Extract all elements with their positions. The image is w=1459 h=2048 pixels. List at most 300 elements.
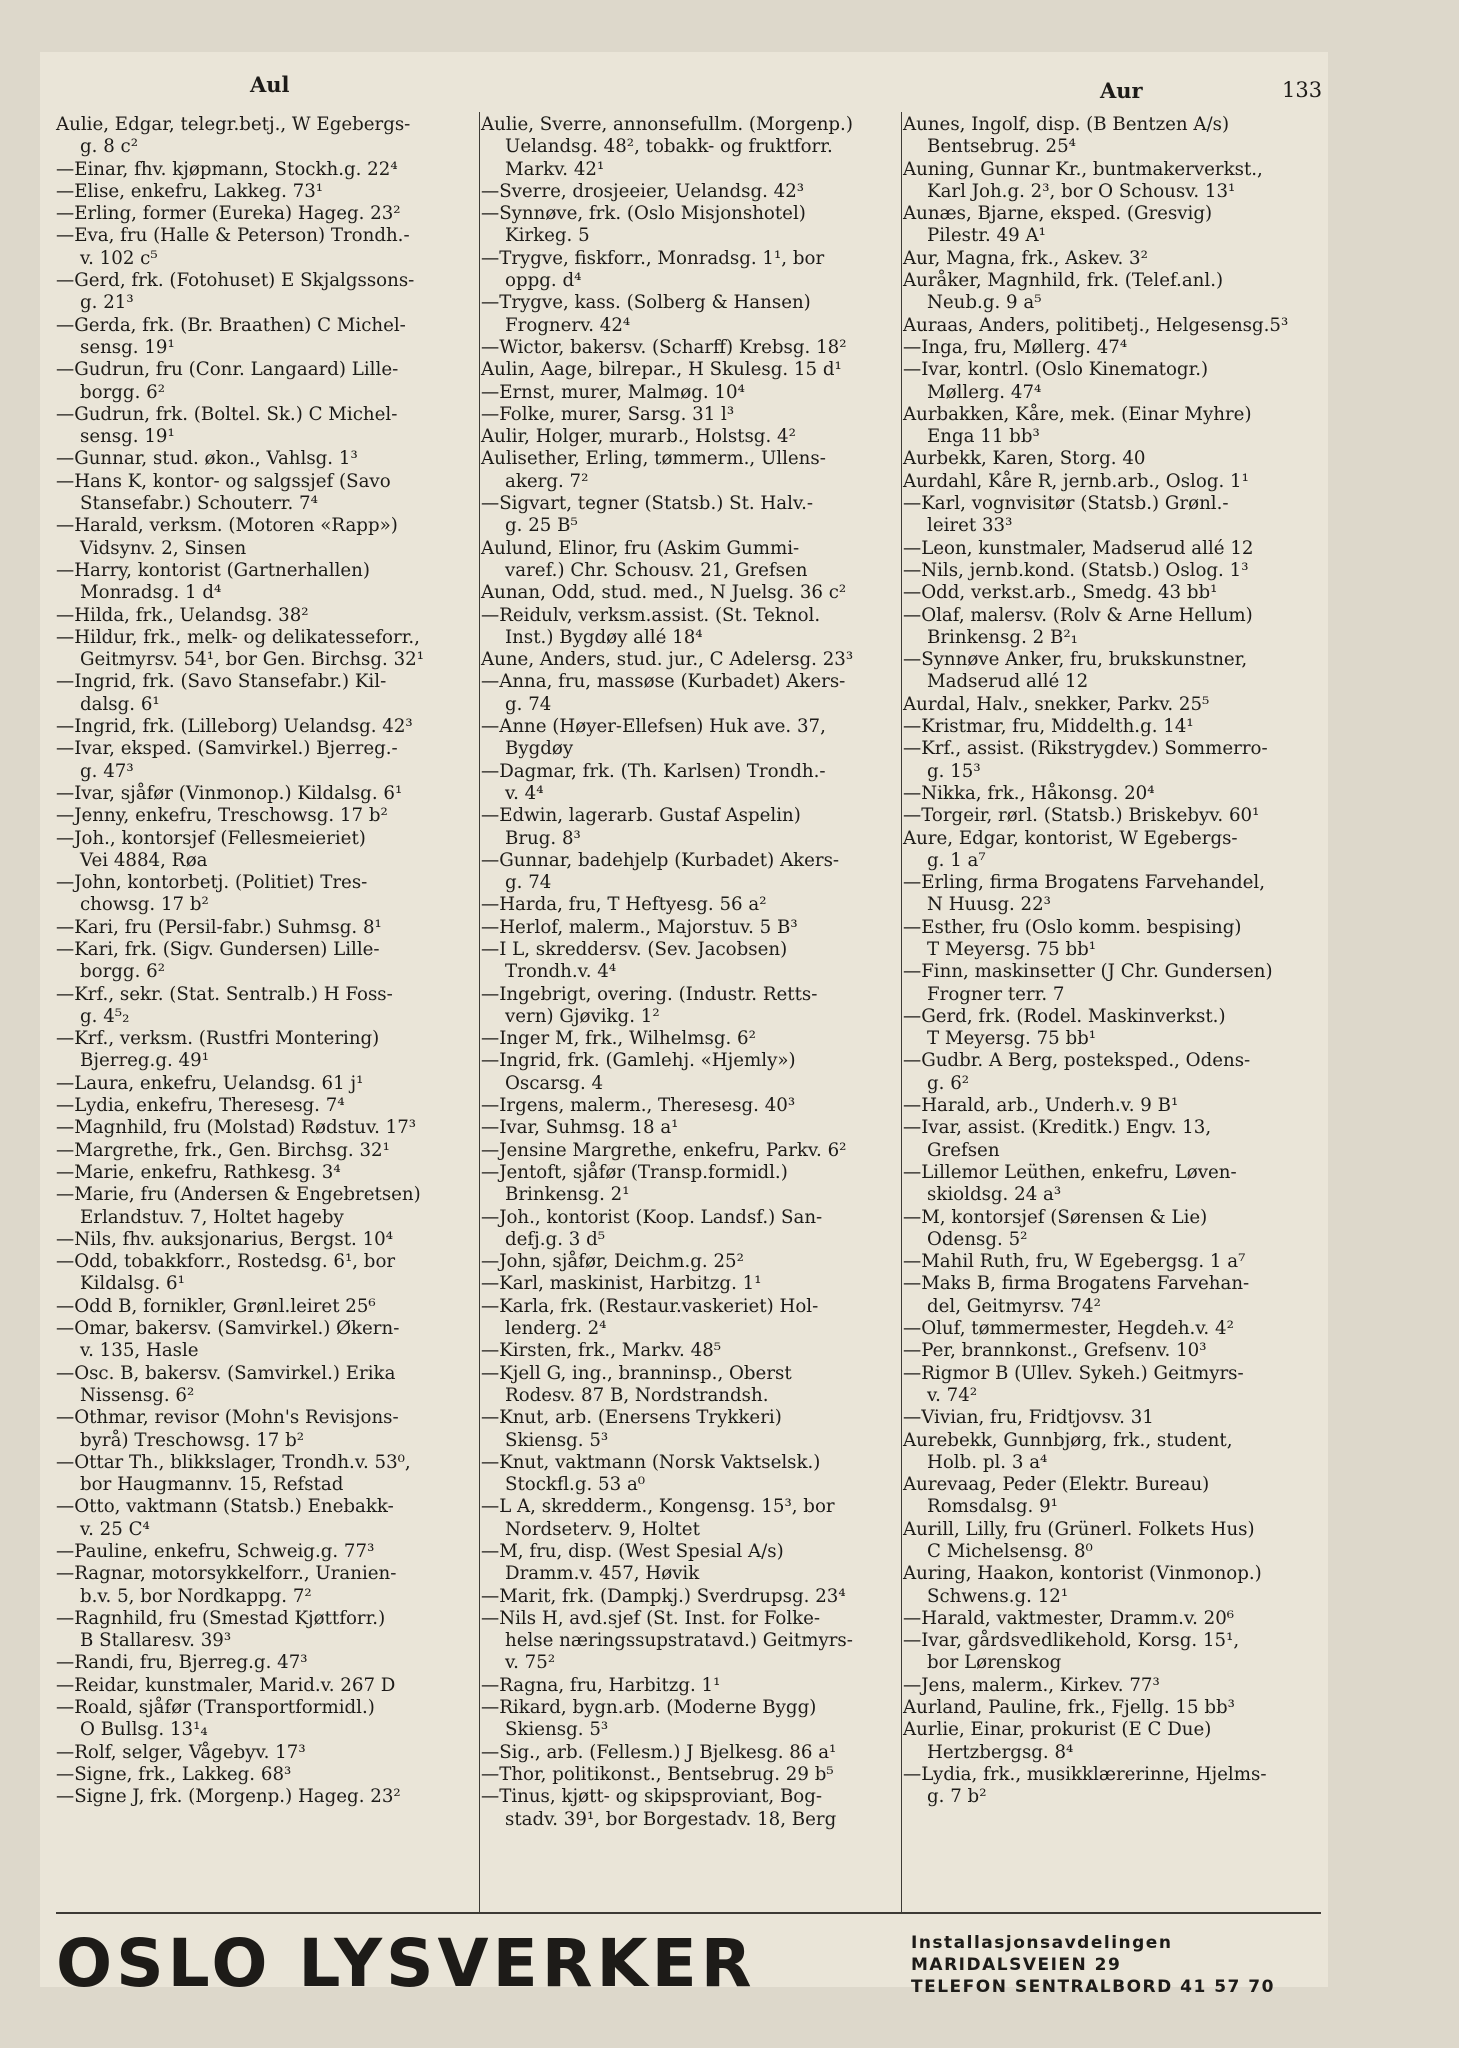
entry-line: g. 8 c² (80, 136, 139, 158)
entry-line: Frognerv. 42⁴ (505, 314, 631, 336)
entry-line: —Laura, enkefru, Uelandsg. 61 j¹ (56, 1072, 364, 1094)
directory-entry (481, 984, 899, 1029)
entry-line: —Inga, fru, Møllerg. 47⁴ (903, 336, 1128, 358)
directory-entry (903, 203, 1321, 248)
directory-entry (903, 1563, 1321, 1608)
entry-line: Karl Joh.g. 2³, bor O Schousv. 13¹ (927, 180, 1236, 202)
entry-line: —Maks B, firma Brogatens Farvehan- (903, 1273, 1250, 1295)
directory-entry (56, 605, 476, 627)
entry-line: —Jenny, enkefru, Treschowsg. 17 b² (56, 805, 388, 827)
directory-entry (56, 315, 476, 360)
entry-line: chowsg. 17 b² (80, 894, 209, 916)
entry-line: —Marie, fru (Andersen & Engebretsen) (56, 1184, 421, 1206)
directory-entry (56, 917, 476, 939)
entry-line: —Ivar, Suhmsg. 18 a¹ (481, 1117, 679, 1139)
entry-line: sensg. 19¹ (80, 336, 175, 358)
entry-line: Uelandsg. 48², tobakk- og fruktforr. (505, 136, 833, 158)
entry-line: Romsdalsg. 9¹ (927, 1496, 1058, 1518)
entry-line: —Oluf, tømmermester, Hegdeh.v. 4² (903, 1318, 1234, 1340)
directory-entry (481, 538, 899, 583)
entry-line: Dramm.v. 457, Høvik (505, 1563, 700, 1585)
directory-entry (56, 404, 476, 449)
directory-entry (56, 805, 476, 827)
directory-entry (903, 738, 1321, 783)
entry-line: N Huusg. 22³ (927, 894, 1051, 916)
entry-line: —Krf., verksm. (Rustfri Montering) (56, 1028, 380, 1050)
entry-line: —Signe, frk., Lakkeg. 68³ (56, 1763, 292, 1785)
entry-line: —Joh., kontorist (Koop. Landsf.) San- (481, 1206, 823, 1228)
entry-line: —Ivar, assist. (Kreditk.) Engv. 13, (903, 1117, 1212, 1139)
entry-line: —Osc. B, bakersv. (Samvirkel.) Erika (56, 1362, 396, 1384)
entry-line: —Sigvart, tegner (Statsb.) St. Halv.- (481, 493, 814, 515)
entry-line: Erlandstuv. 7, Holtet hageby (80, 1206, 344, 1228)
entry-line: —Wictor, bakersv. (Scharff) Krebsg. 18² (481, 336, 847, 358)
directory-entry (56, 671, 476, 716)
entry-line: b.v. 5, bor Nordkappg. 7² (80, 1585, 312, 1607)
entry-line: stadv. 39¹, bor Borgestadv. 18, Berg (505, 1808, 837, 1830)
entry-line: —Signe J, frk. (Morgenp.) Hageg. 23² (56, 1786, 401, 1808)
entry-line: Aurebekk, Gunnbjørg, frk., student, (903, 1429, 1233, 1451)
entry-line: —Harry, kontorist (Gartnerhallen) (56, 559, 370, 581)
directory-entry (903, 716, 1321, 738)
directory-entry (481, 359, 899, 381)
entry-line: —Nils, fhv. auksjonarius, Bergst. 10⁴ (56, 1228, 394, 1250)
entry-line: —Kjell G, ing., branninsp., Oberst (481, 1362, 792, 1384)
entry-line: —Pauline, enkefru, Schweig.g. 77³ (56, 1541, 375, 1562)
directory-entry (903, 248, 1321, 270)
entry-line: —Ragnar, motorsykkelforr., Uranien- (56, 1563, 397, 1585)
entry-line: —Folke, murer, Sarsg. 31 l³ (481, 403, 735, 425)
entry-line: —M, kontorsjef (Sørensen & Lie) (903, 1206, 1208, 1228)
entry-line: leiret 33³ (927, 515, 1013, 537)
entry-line: —Othmar, revisor (Mohn's Revisjons- (56, 1407, 399, 1429)
directory-entry (481, 1407, 899, 1452)
entry-line: —Thor, politikonst., Bentsebrug. 29 b⁵ (481, 1763, 834, 1785)
directory-entry (481, 1675, 899, 1697)
directory-entry (481, 1117, 899, 1139)
entry-line: —Kari, fru (Persil-fabr.) Suhmsg. 8¹ (56, 916, 382, 938)
entry-line: Stockfl.g. 53 a⁰ (505, 1474, 646, 1496)
directory-entry (903, 961, 1321, 1006)
entry-line: —Ragnhild, fru (Smestad Kjøttforr.) (56, 1607, 386, 1629)
entry-line: —Torgeir, rørl. (Statsb.) Briskebyv. 60¹ (903, 805, 1260, 827)
directory-entry (903, 337, 1321, 359)
directory-entry (903, 1318, 1321, 1340)
entry-line: —Erling, firma Brogatens Farvehandel, (903, 872, 1266, 894)
directory-entry (56, 1251, 476, 1296)
directory-entry (903, 1474, 1321, 1519)
entry-line: —L A, skredderm., Kongensg. 15³, bor (481, 1496, 835, 1518)
directory-entry (481, 114, 899, 181)
directory-entry (903, 315, 1321, 337)
entry-line: —Kirsten, frk., Markv. 48⁵ (481, 1340, 722, 1362)
entry-line: del, Geitmyrsv. 74² (927, 1295, 1101, 1317)
entry-line: —Nikka, frk., Håkonsg. 20⁴ (903, 782, 1155, 804)
directory-entry (903, 649, 1321, 694)
directory-entry (56, 359, 476, 404)
entry-line: Aurbekk, Karen, Storg. 40 (903, 448, 1146, 470)
directory-entry (481, 1764, 899, 1786)
directory-entry (481, 1028, 899, 1050)
entry-line: —Karl, maskinist, Harbitzg. 1¹ (481, 1273, 762, 1295)
entry-line: —Irgens, malerm., Theresesg. 40³ (481, 1095, 796, 1117)
directory-entry (56, 627, 476, 672)
entry-line: Bentsebrug. 25⁴ (927, 136, 1076, 158)
entry-line: defj.g. 3 d⁵ (505, 1228, 606, 1250)
directory-entry (56, 716, 476, 738)
directory-entry (481, 939, 899, 984)
entry-line: Aurbakken, Kåre, mek. (Einar Myhre) (903, 403, 1252, 425)
entry-line: bor Lørenskog (927, 1652, 1062, 1674)
entry-line: Geitmyrsv. 54¹, bor Gen. Birchsg. 32¹ (80, 649, 425, 671)
directory-entry (56, 1028, 476, 1073)
entry-line: helse næringssupstratavd.) Geitmyrs- (505, 1630, 853, 1652)
entry-line: Oscarsg. 4 (505, 1072, 604, 1094)
entry-line: —Inger M, frk., Wilhelmsg. 6² (481, 1028, 756, 1050)
entry-line: Aurill, Lilly, fru (Grünerl. Folkets Hus) (903, 1518, 1255, 1540)
entry-line: vern) Gjøvikg. 1² (505, 1005, 660, 1027)
directory-entry (903, 471, 1321, 493)
directory-entry (903, 1006, 1321, 1051)
directory-entry (56, 1496, 476, 1541)
entry-line: —Harald, vaktmester, Dramm.v. 20⁶ (903, 1607, 1235, 1629)
entry-line: Kirkeg. 5 (505, 225, 590, 247)
entry-line: g. 47³ (80, 760, 134, 782)
entry-line: —Olaf, malersv. (Rolv & Arne Hellum) (903, 604, 1253, 626)
entry-line: Vidsynv. 2, Sinsen (80, 537, 247, 559)
column-divider (479, 112, 480, 1912)
entry-line: —Herlof, malerm., Majorstuv. 5 B³ (481, 916, 798, 938)
directory-entry (903, 1207, 1321, 1252)
entry-line: Markv. 42¹ (505, 158, 605, 180)
entry-line: —Gunnar, stud. økon., Vahlsg. 1³ (56, 448, 358, 470)
entry-line: —Lydia, frk., musikklærerinne, Hjelms- (903, 1763, 1267, 1785)
entry-line: sensg. 19¹ (80, 426, 175, 448)
entry-line: akerg. 7² (505, 470, 589, 492)
entry-line: —Joh., kontorsjef (Fellesmeieriet) (56, 827, 366, 849)
directory-entry (56, 828, 476, 873)
entry-line: —Gunnar, badehjelp (Kurbadet) Akers- (481, 849, 840, 871)
entry-line: skioldsg. 24 a³ (927, 1184, 1062, 1206)
entry-line: —Gudrun, fru (Conr. Langaard) Lille- (56, 359, 399, 381)
directory-entry (56, 1296, 476, 1318)
entry-line: Aulisether, Erling, tømmerm., Ullens- (481, 448, 826, 470)
entry-line: Brug. 8³ (505, 827, 581, 849)
directory-entry (903, 1675, 1321, 1697)
entry-line: —Harald, verksm. (Motoren «Rapp») (56, 515, 398, 537)
entry-line: —Dagmar, frk. (Th. Karlsen) Trondh.- (481, 760, 826, 782)
entry-line: Aurland, Pauline, frk., Fjellg. 15 bb³ (903, 1697, 1235, 1719)
entry-line: Nordseterv. 9, Holtet (505, 1518, 700, 1540)
entry-line: g. 74 (505, 872, 552, 894)
entry-line: —Ernst, murer, Malmøg. 10⁴ (481, 381, 745, 403)
directory-entry (903, 1719, 1321, 1764)
directory-entry (56, 1229, 476, 1251)
entry-line: v. 135, Hasle (80, 1340, 199, 1362)
entry-line: Auning, Gunnar Kr., buntmakerverkst., (903, 158, 1263, 180)
directory-entry (903, 1608, 1321, 1630)
directory-entry (481, 1786, 899, 1831)
entry-line: Skiensg. 5³ (505, 1429, 609, 1451)
directory-entry (56, 1675, 476, 1697)
directory-entry (56, 471, 476, 516)
directory-entry (56, 1563, 476, 1608)
entry-line: —Otto, vaktmann (Statsb.) Enebakk- (56, 1496, 394, 1518)
entry-line: —Ivar, eksped. (Samvirkel.) Bjerreg.- (56, 738, 398, 760)
entry-line: —John, sjåfør, Deichm.g. 25² (481, 1251, 744, 1273)
entry-line: Enga 11 bb³ (927, 426, 1040, 448)
entry-line: —Ivar, kontrl. (Oslo Kinematogr.) (903, 359, 1209, 381)
directory-entry (56, 1318, 476, 1363)
entry-line: —Omar, bakersv. (Samvirkel.) Økern- (56, 1318, 400, 1340)
entry-line: —Mahil Ruth, fru, W Egebergsg. 1 a⁷ (903, 1251, 1246, 1273)
entry-line: Neub.g. 9 a⁵ (927, 292, 1042, 314)
entry-line: —Nils H, avd.sjef (St. Inst. for Folke- (481, 1607, 821, 1629)
directory-column-1 (56, 114, 476, 1959)
entry-line: —Trygve, kass. (Solberg & Hansen) (481, 292, 811, 314)
entry-line: —Magnhild, fru (Molstad) Rødstuv. 17³ (56, 1117, 417, 1139)
entry-line: —Lydia, enkefru, Theresesg. 7⁴ (56, 1095, 345, 1117)
directory-entry (56, 872, 476, 917)
entry-line: —Ingrid, frk. (Gamlehj. «Hjemly») (481, 1050, 796, 1072)
entry-line: g. 4⁵₂ (80, 1005, 130, 1027)
entry-line: C Michelsensg. 8⁰ (927, 1541, 1093, 1562)
directory-entry (481, 203, 899, 248)
entry-line: bor Haugmannv. 15, Refstad (80, 1474, 344, 1496)
directory-entry (481, 404, 899, 426)
entry-line: O Bullsg. 13¹₄ (80, 1719, 208, 1741)
entry-line: —Ottar Th., blikkslager, Trondh.v. 53⁰, (56, 1451, 411, 1473)
directory-entry (481, 248, 899, 293)
entry-line: —Gerda, frk. (Br. Braathen) C Michel- (56, 314, 406, 336)
entry-line: —Kristmar, fru, Middelth.g. 14¹ (903, 716, 1194, 738)
entry-line: —Finn, maskinsetter (J Chr. Gundersen) (903, 961, 1273, 983)
directory-entry (903, 582, 1321, 604)
directory-entry (481, 917, 899, 939)
entry-line: —Synnøve Anker, fru, brukskunstner, (903, 649, 1248, 671)
entry-line: —Marit, frk. (Dampkj.) Sverdrupsg. 23⁴ (481, 1585, 846, 1607)
entry-line: —Krf., sekr. (Stat. Sentralb.) H Foss- (56, 983, 393, 1005)
entry-line: Holb. pl. 3 a⁴ (927, 1451, 1048, 1473)
directory-entry (481, 1363, 899, 1408)
directory-entry (903, 1764, 1321, 1809)
directory-entry (481, 1095, 899, 1117)
directory-entry (56, 1184, 476, 1229)
directory-entry (481, 181, 899, 203)
entry-line: Pilestr. 49 A¹ (927, 225, 1046, 247)
directory-entry (56, 448, 476, 470)
entry-line: —Odd, verkst.arb., Smedg. 43 bb¹ (903, 582, 1218, 604)
entry-line: —Jens, malerm., Kirkev. 77³ (903, 1674, 1160, 1696)
entry-line: g. 21³ (80, 292, 134, 314)
directory-entry (481, 649, 899, 671)
directory-entry (903, 1162, 1321, 1207)
entry-line: —Hildur, frk., melk- og delikatesseforr., (56, 626, 420, 648)
address-line: MARIDALSVEIEN 29 (911, 1955, 1122, 1975)
entry-line: Aur, Magna, frk., Askev. 3² (903, 247, 1148, 269)
directory-entry (481, 1340, 899, 1362)
directory-entry (56, 1697, 476, 1742)
entry-line: T Meyersg. 75 bb¹ (927, 1028, 1097, 1050)
directory-entry (56, 560, 476, 605)
entry-line: —Odd B, fornikler, Grønl.leiret 25⁶ (56, 1295, 376, 1317)
directory-entry (481, 1296, 899, 1341)
entry-line: —Ivar, gårdsvedlikehold, Korsg. 15¹, (903, 1630, 1240, 1652)
entry-line: Aunan, Odd, stud. med., N Juelsg. 36 c² (481, 582, 847, 604)
directory-entry (903, 159, 1321, 204)
entry-line: —Rigmor B (Ullev. Sykeh.) Geitmyrs- (903, 1362, 1244, 1384)
entry-line: g. 7 b² (927, 1786, 987, 1808)
entry-line: —Jensine Margrethe, enkefru, Parkv. 6² (481, 1139, 847, 1161)
entry-line: —Harda, fru, T Heftyesg. 56 a² (481, 894, 767, 916)
directory-entry (481, 805, 899, 850)
entry-line: —Gerd, frk. (Rodel. Maskinverkst.) (903, 1005, 1226, 1027)
entry-line: —Synnøve, frk. (Oslo Misjonshotel) (481, 203, 806, 225)
directory-entry (481, 1608, 899, 1675)
entry-line: v. 4⁴ (505, 782, 544, 804)
directory-entry (56, 1363, 476, 1408)
entry-line: Bygdøy (505, 738, 574, 760)
directory-entry (481, 1496, 899, 1541)
entry-line: —Gerd, frk. (Fotohuset) E Skjalgssons- (56, 270, 415, 292)
directory-entry (481, 850, 899, 895)
entry-line: Inst.) Bygdøy allé 18⁴ (505, 626, 703, 648)
entry-line: —Randi, fru, Bjerreg.g. 47³ (56, 1652, 308, 1674)
directory-entry (903, 404, 1321, 449)
directory-entry (56, 1162, 476, 1184)
directory-entry (481, 716, 899, 761)
directory-entry (903, 872, 1321, 917)
directory-entry (481, 605, 899, 650)
entry-line: Aunes, Ingolf, disp. (B Bentzen A/s) (903, 114, 1230, 135)
entry-line: Stansefabr.) Schouterr. 7⁴ (80, 493, 318, 515)
entry-line: Auråker, Magnhild, frk. (Telef.anl.) (903, 270, 1224, 292)
directory-entry (903, 1519, 1321, 1564)
entry-line: —Krf., assist. (Rikstrygdev.) Sommerro- (903, 738, 1268, 760)
entry-line: —Ivar, sjåfør (Vinmonop.) Kildalsg. 6¹ (56, 782, 403, 804)
entry-line: g. 25 B⁵ (505, 515, 578, 537)
entry-line: —Hilda, frk., Uelandsg. 38² (56, 604, 309, 626)
directory-entry (56, 114, 476, 159)
entry-line: Nissensg. 6² (80, 1384, 195, 1406)
entry-line: lenderg. 2⁴ (505, 1318, 607, 1340)
entry-line: —Sverre, drosjeeier, Uelandsg. 42³ (481, 180, 805, 202)
directory-entry (903, 1430, 1321, 1475)
advertiser-brand: OSLO LYSVERKER (56, 1925, 756, 2002)
directory-entry (56, 225, 476, 270)
entry-line: —Kari, frk. (Sigv. Gundersen) Lille- (56, 938, 380, 960)
entry-line: Aulin, Aage, bilrepar., H Skulesg. 15 d¹ (481, 359, 842, 381)
directory-page (40, 52, 1328, 2002)
entry-line: Vei 4884, Røa (80, 849, 208, 871)
entry-line: g. 74 (505, 693, 552, 715)
directory-entry (481, 894, 899, 916)
entry-line: Aurevaag, Peder (Elektr. Bureau) (903, 1474, 1210, 1496)
header-right-keyword: Aur (1100, 78, 1143, 103)
directory-entry (903, 560, 1321, 582)
directory-entry (903, 1407, 1321, 1429)
entry-line: Trondh.v. 4⁴ (505, 961, 617, 983)
entry-line: —Karl, vognvisitør (Statsb.) Grønl.- (903, 493, 1229, 515)
directory-entry (56, 1541, 476, 1563)
directory-column-3 (903, 114, 1321, 1959)
entry-line: Aurlie, Einar, prokurist (E C Due) (903, 1719, 1212, 1741)
directory-entry (481, 337, 899, 359)
directory-entry (56, 1095, 476, 1117)
entry-line: Frogner terr. 7 (927, 983, 1065, 1005)
entry-line: —Odd, tobakkforr., Rostedsg. 6¹, bor (56, 1251, 396, 1273)
entry-line: Schwens.g. 12¹ (927, 1585, 1069, 1607)
directory-entry (56, 1764, 476, 1786)
entry-line: Brinkensg. 2 B²₁ (927, 626, 1078, 648)
entry-line: —Anne (Høyer-Ellefsen) Huk ave. 37, (481, 716, 826, 738)
entry-line: borgg. 6² (80, 381, 165, 403)
entry-line: Madserud allé 12 (927, 671, 1089, 693)
directory-entry (481, 671, 899, 716)
directory-entry (903, 1117, 1321, 1162)
entry-line: Brinkensg. 2¹ (505, 1184, 630, 1206)
entry-line: —Gudbr. A Berg, posteksped., Odens- (903, 1050, 1251, 1072)
directory-entry (56, 270, 476, 315)
entry-line: —Harald, arb., Underh.v. 9 B¹ (903, 1095, 1179, 1117)
entry-line: —Sig., arb. (Fellesm.) J Bjelkesg. 86 a¹ (481, 1741, 837, 1763)
entry-line: B Stallaresv. 39³ (80, 1630, 232, 1652)
directory-entry (903, 448, 1321, 470)
directory-entry (56, 939, 476, 984)
entry-line: —Erling, former (Eureka) Hageg. 23² (56, 203, 401, 225)
entry-line: v. 25 C⁴ (80, 1518, 150, 1540)
entry-line: v. 102 c⁵ (80, 247, 158, 269)
directory-entry (903, 783, 1321, 805)
entry-line: —Ragna, fru, Harbitzg. 1¹ (481, 1674, 721, 1696)
entry-line: —Eva, fru (Halle & Peterson) Trondh.- (56, 225, 410, 247)
entry-line: v. 75² (505, 1652, 556, 1674)
directory-entry (481, 292, 899, 337)
directory-entry (481, 493, 899, 538)
entry-line: Aunæs, Bjarne, eksped. (Gresvig) (903, 203, 1213, 225)
directory-column-2 (481, 114, 899, 1959)
directory-entry (481, 761, 899, 806)
entry-line: Aulie, Sverre, annonsefullm. (Morgenp.) (481, 114, 853, 135)
entry-line: Aulund, Elinor, fru (Askim Gummi- (481, 537, 800, 559)
entry-line: —Elise, enkefru, Lakkeg. 73¹ (56, 180, 324, 202)
entry-line: —Roald, sjåfør (Transportformidl.) (56, 1697, 375, 1719)
entry-line: Aure, Edgar, kontorist, W Egebergs- (903, 827, 1238, 849)
entry-line: g. 6² (927, 1072, 970, 1094)
directory-entry (56, 1073, 476, 1095)
entry-line: —Trygve, fiskforr., Monradsg. 1¹, bor (481, 247, 825, 269)
directory-entry (903, 1363, 1321, 1408)
entry-line: —Per, brannkonst., Grefsenv. 10³ (903, 1340, 1207, 1362)
entry-line: Grefsen (927, 1139, 1000, 1161)
directory-entry (903, 1697, 1321, 1719)
advertiser-address (911, 1932, 1321, 1998)
directory-entry (903, 1095, 1321, 1117)
directory-entry (481, 1140, 899, 1162)
directory-entry (903, 359, 1321, 404)
address-line: TELEFON SENTRALBORD 41 57 70 (911, 1977, 1275, 1997)
directory-entry (903, 805, 1321, 827)
directory-entry (903, 1050, 1321, 1095)
entry-line: Rodesv. 87 B, Nordstrandsh. (505, 1384, 769, 1406)
entry-line: Skiensg. 5³ (505, 1719, 609, 1741)
directory-entry (56, 1742, 476, 1764)
entry-line: —Reidar, kunstmaler, Marid.v. 267 D (56, 1674, 396, 1696)
directory-entry (56, 1652, 476, 1674)
directory-entry (481, 582, 899, 604)
entry-line: —Einar, fhv. kjøpmann, Stockh.g. 22⁴ (56, 158, 398, 180)
entry-line: —Leon, kunstmaler, Madserud allé 12 (903, 537, 1254, 559)
